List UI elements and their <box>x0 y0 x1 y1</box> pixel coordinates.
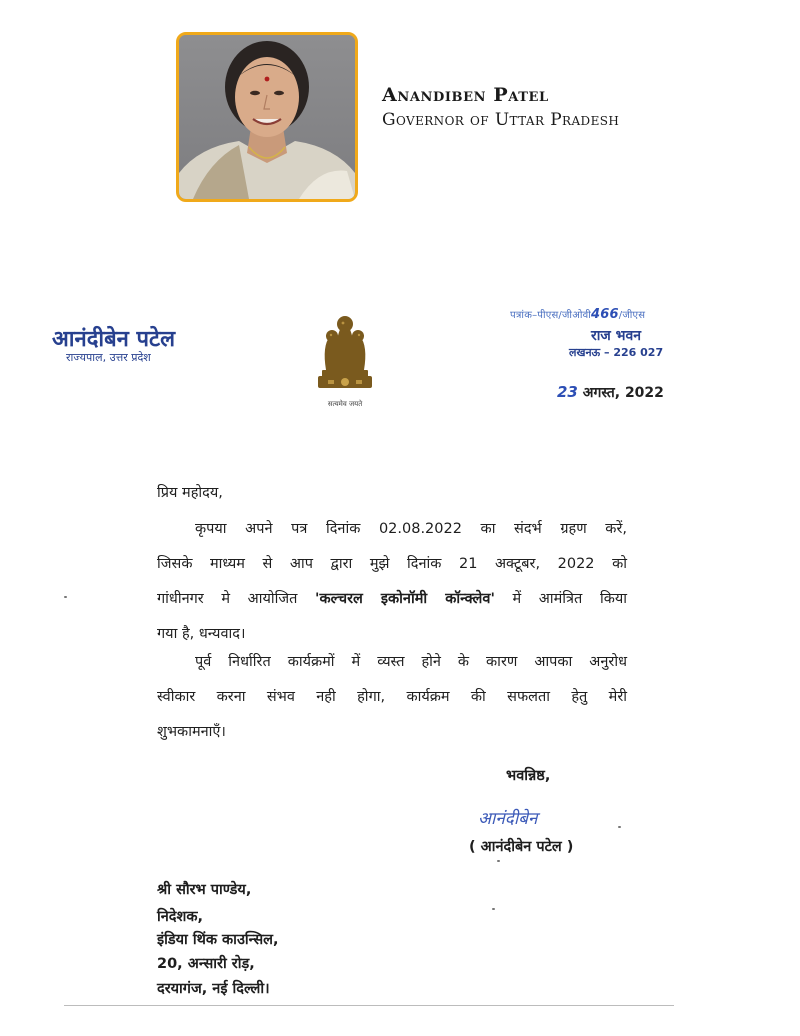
date-day: 23 <box>557 383 578 401</box>
office-city: लखनऊ – 226 027 <box>569 346 664 359</box>
paragraph-1 <box>157 518 627 658</box>
governor-name: Anandiben Patel <box>382 84 549 106</box>
paragraph-2-line: स्वीकार करना संभव नही होगा, कार्यक्रम की सफलता हेतु मेरी <box>157 689 627 705</box>
recipient-city: दरयागंज, नई दिल्ली। <box>157 981 270 997</box>
handwritten-signature: आनंदीबेन <box>478 809 538 829</box>
recipient-street: 20, अन्सारी रोड़, <box>157 956 255 972</box>
reference-number <box>510 307 645 322</box>
paragraph-1-line <box>157 588 627 623</box>
paragraph-1-line: कृपया अपने पत्र दिनांक 02.08.2022 का संदर्भ ग्रहण करें, <box>195 521 627 537</box>
recipient-name: श्री सौरभ पाण्डेय, <box>157 882 252 898</box>
scan-edge <box>64 1005 674 1006</box>
office-name: राज भवन <box>591 328 642 344</box>
governor-portrait <box>176 32 358 202</box>
ref-prefix: पत्रांक–पीएस/जीओवी <box>510 310 591 321</box>
recipient-organization: इंडिया थिंक काउन्सिल, <box>157 932 279 948</box>
line-text: में आमंत्रित किया <box>512 591 628 607</box>
recipient-designation: निदेशक, <box>157 909 204 925</box>
salutation: प्रिय महोदय, <box>157 485 223 501</box>
paragraph-1-line: जिसके माध्यम से आप द्वारा मुझे दिनांक 21 अक्टूबर, 2022 को <box>157 556 627 572</box>
governor-title: Governor of Uttar Pradesh <box>382 110 620 130</box>
date-month-year: अगस्त, 2022 <box>582 385 664 401</box>
ref-suffix: /जीएस <box>618 310 646 321</box>
scan-speck <box>64 596 67 598</box>
closing: भवन्निष्ठ, <box>506 768 551 784</box>
paragraph-1-line: गया है, धन्यवाद। <box>157 626 246 642</box>
paragraph-2-line: शुभकामनाएँ। <box>157 724 226 740</box>
paragraph-2-line: पूर्व निर्धारित कार्यक्रमों में व्यस्त होने के कारण आपका अनुरोध <box>195 654 627 670</box>
letterhead-designation: राज्यपाल, उत्तर प्रदेश <box>66 351 151 364</box>
line-text: गांधीनगर मे आयोजित <box>157 591 298 607</box>
ref-number: 466 <box>591 307 619 322</box>
event-name: 'कल्चरल इकोनॉमी कॉन्क्लेव' <box>315 591 495 607</box>
signer-name: ( आनंदीबेन पटेल ) <box>469 839 574 855</box>
emblem-motto: सत्यमेव जयते <box>327 400 363 408</box>
portrait-image <box>179 35 355 199</box>
letterhead-name: आनंदीबेन पटेल <box>52 327 176 352</box>
letter-date <box>557 383 664 402</box>
scan-speck <box>618 826 621 828</box>
scan-speck <box>497 860 500 862</box>
scan-speck <box>492 908 495 910</box>
paragraph-2 <box>157 651 627 756</box>
